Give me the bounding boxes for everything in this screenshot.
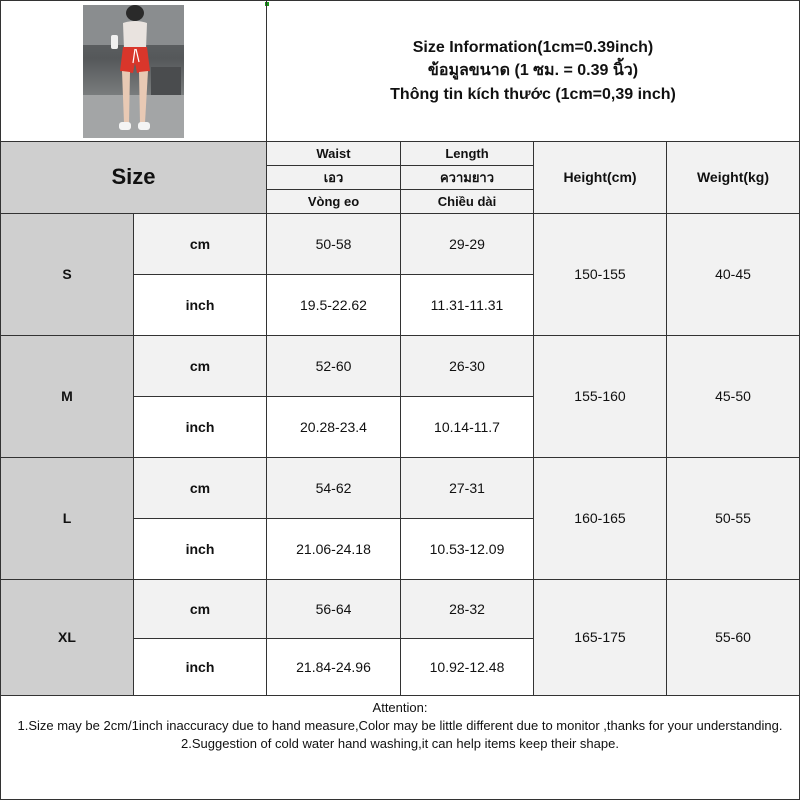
length-header-vi: Chiều dài bbox=[400, 189, 534, 214]
attention-heading: Attention: bbox=[372, 700, 428, 715]
size-info-title bbox=[266, 0, 800, 142]
attention-notes bbox=[0, 695, 800, 800]
title-line-th: ข้อมูลขนาด (1 ซม. = 0.39 นิ้ว) bbox=[427, 62, 639, 80]
attention-note-2: 2.Suggestion of cold water hand washing,it can help items keep their shape. bbox=[181, 736, 619, 751]
length-inch-value: 10.53-12.09 bbox=[400, 518, 534, 580]
length-inch-value: 10.92-12.48 bbox=[400, 638, 534, 696]
waist-cm-value: 50-58 bbox=[266, 213, 401, 275]
product-photo bbox=[83, 5, 184, 138]
length-cm-value: 29-29 bbox=[400, 213, 534, 275]
length-header-th: ความยาว bbox=[400, 165, 534, 190]
size-label: XL bbox=[0, 579, 134, 696]
title-line-en: Size Information(1cm=0.39inch) bbox=[412, 39, 654, 57]
weight-value: 50-55 bbox=[666, 457, 800, 580]
length-inch-value: 11.31-11.31 bbox=[400, 274, 534, 336]
height-header: Height(cm) bbox=[533, 141, 667, 214]
unit-inch-label: inch bbox=[133, 518, 267, 580]
height-value: 155-160 bbox=[533, 335, 667, 458]
waist-header-vi: Vòng eo bbox=[266, 189, 401, 214]
waist-inch-value: 21.84-24.96 bbox=[266, 638, 401, 696]
waist-cm-value: 54-62 bbox=[266, 457, 401, 519]
waist-cm-value: 56-64 bbox=[266, 579, 401, 639]
size-header: Size bbox=[0, 141, 267, 214]
weight-value: 45-50 bbox=[666, 335, 800, 458]
unit-cm-label: cm bbox=[133, 457, 267, 519]
length-header-en: Length bbox=[400, 141, 534, 166]
title-line-vi: Thông tin kích thước (1cm=0,39 inch) bbox=[390, 85, 676, 103]
model-illustration bbox=[83, 5, 184, 138]
unit-cm-label: cm bbox=[133, 579, 267, 639]
height-value: 150-155 bbox=[533, 213, 667, 336]
unit-cm-label: cm bbox=[133, 213, 267, 275]
weight-value: 55-60 bbox=[666, 579, 800, 696]
unit-cm-label: cm bbox=[133, 335, 267, 397]
length-cm-value: 26-30 bbox=[400, 335, 534, 397]
waist-inch-value: 20.28-23.4 bbox=[266, 396, 401, 458]
waist-cm-value: 52-60 bbox=[266, 335, 401, 397]
waist-inch-value: 19.5-22.62 bbox=[266, 274, 401, 336]
waist-header-en: Waist bbox=[266, 141, 401, 166]
length-cm-value: 28-32 bbox=[400, 579, 534, 639]
size-label: M bbox=[0, 335, 134, 458]
size-label: L bbox=[0, 457, 134, 580]
weight-value: 40-45 bbox=[666, 213, 800, 336]
waist-header-th: เอว bbox=[266, 165, 401, 190]
waist-inch-value: 21.06-24.18 bbox=[266, 518, 401, 580]
weight-header: Weight(kg) bbox=[666, 141, 800, 214]
length-cm-value: 27-31 bbox=[400, 457, 534, 519]
length-inch-value: 10.14-11.7 bbox=[400, 396, 534, 458]
height-value: 160-165 bbox=[533, 457, 667, 580]
height-value: 165-175 bbox=[533, 579, 667, 696]
unit-inch-label: inch bbox=[133, 274, 267, 336]
size-label: S bbox=[0, 213, 134, 336]
unit-inch-label: inch bbox=[133, 638, 267, 696]
attention-note-1: 1.Size may be 2cm/1inch inaccuracy due to hand measure,Color may be little different due to monitor ,thanks for your understanding. bbox=[17, 718, 783, 733]
unit-inch-label: inch bbox=[133, 396, 267, 458]
